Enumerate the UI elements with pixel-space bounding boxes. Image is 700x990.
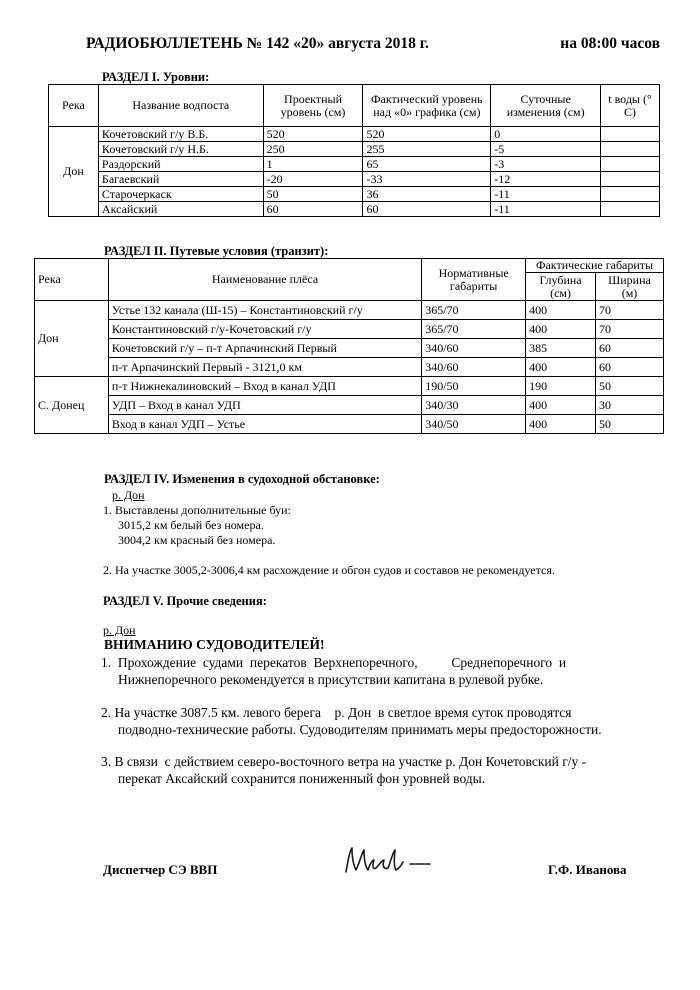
post-name: Багаевский: [98, 172, 263, 187]
post-name: Старочеркаск: [98, 187, 263, 202]
actual-level: -33: [363, 172, 491, 187]
notice-2-line1: 2. На участке 3087.5 км. левого берега р. Дон в светлое время суток проводятся: [101, 705, 572, 720]
daily-change: -12: [491, 172, 601, 187]
notice-1-line1: 1. Прохождение судами перекатов Верхнепоречного, Среднепоречного и: [101, 655, 567, 670]
actual-level: 60: [363, 202, 491, 217]
actual-depth: 400: [526, 415, 596, 434]
table-row: [35, 301, 664, 320]
section4-river: р. Дон: [112, 488, 145, 502]
levels-header-river: Река: [49, 85, 99, 127]
table-row: [35, 339, 664, 358]
notice-3-line2: перекат Аксайский сохранится пониженный фон уровней воды.: [118, 771, 486, 786]
table-row: [49, 142, 660, 157]
bulletin-header: [86, 35, 660, 55]
transit-header-depth: Глубина (см): [526, 273, 596, 301]
levels-table: [48, 84, 660, 217]
actual-level: 255: [363, 142, 491, 157]
water-temp: [601, 172, 660, 187]
reach-name: Кочетовский г/у – п-т Арпачинский Первый: [108, 339, 421, 358]
transit-header-reach: Наименование плёса: [108, 259, 421, 301]
actual-width: 60: [596, 339, 664, 358]
water-temp: [601, 127, 660, 142]
actual-depth: 400: [526, 301, 596, 320]
water-temp: [601, 142, 660, 157]
water-temp: [601, 157, 660, 172]
norm-dims: 340/60: [422, 358, 526, 377]
buoy-line-1: 3015,2 км белый без номера.: [118, 518, 264, 532]
levels-header-actual: Фактический уровень над «0» графика (см): [363, 85, 491, 127]
post-name: Кочетовский г/у В.Б.: [98, 127, 263, 142]
actual-width: 50: [596, 415, 664, 434]
attention-heading: ВНИМАНИЮ СУДОВОДИТЕЛЕЙ!: [104, 637, 325, 652]
actual-width: 70: [596, 320, 664, 339]
table-row: [35, 415, 664, 434]
table-row: [49, 157, 660, 172]
post-name: Раздорский: [98, 157, 263, 172]
norm-dims: 190/50: [422, 377, 526, 396]
transit-river-don: Дон: [35, 301, 109, 377]
dispatcher-name: Г.Ф. Иванова: [548, 862, 627, 877]
levels-header-project: Проектный уровень (см): [263, 85, 363, 127]
actual-width: 50: [596, 377, 664, 396]
actual-width: 60: [596, 358, 664, 377]
section5-title: РАЗДЕЛ V. Прочие сведения:: [103, 594, 267, 608]
section4-title: РАЗДЕЛ IV. Изменения в судоходной обстановке:: [104, 472, 380, 486]
project-level: 60: [263, 202, 363, 217]
actual-depth: 400: [526, 358, 596, 377]
notice-2-line2: подводно-технические работы. Судоводителям принимать меры предосторожности.: [118, 722, 602, 737]
daily-change: 0: [491, 127, 601, 142]
project-level: 520: [263, 127, 363, 142]
post-name: Аксайский: [98, 202, 263, 217]
table-row: [49, 127, 660, 142]
actual-level: 65: [363, 157, 491, 172]
transit-header-river: Река: [35, 259, 109, 301]
norm-dims: 365/70: [422, 320, 526, 339]
water-temp: [601, 187, 660, 202]
daily-change: -3: [491, 157, 601, 172]
levels-header-temp: t воды (° С): [601, 85, 660, 127]
levels-river: Дон: [49, 127, 99, 217]
table-row: [49, 172, 660, 187]
section4-item2: 2. На участке 3005,2-3006,4 км расхождение и обгон судов и составов не рекомендуется.: [103, 563, 555, 577]
section2-title: РАЗДЕЛ II. Путевые условия (транзит):: [104, 244, 329, 258]
bulletin-time: на 08:00 часов: [560, 35, 660, 52]
dispatcher-position: Диспетчер СЭ ВВП: [103, 862, 218, 877]
actual-depth: 190: [526, 377, 596, 396]
buoy-line-2: 3004,2 км красный без номера.: [118, 533, 276, 547]
reach-name: Константиновский г/у-Кочетовский г/у: [108, 320, 421, 339]
transit-header-norm: Нормативные габариты: [422, 259, 526, 301]
table-row: [35, 396, 664, 415]
norm-dims: 365/70: [422, 301, 526, 320]
bulletin-title: РАДИОБЮЛЛЕТЕНЬ № 142 «20» августа 2018 г.: [86, 35, 429, 52]
daily-change: -11: [491, 202, 601, 217]
norm-dims: 340/50: [422, 415, 526, 434]
table-row: [35, 358, 664, 377]
table-row: [35, 320, 664, 339]
daily-change: -11: [491, 187, 601, 202]
actual-width: 70: [596, 301, 664, 320]
section1-title: РАЗДЕЛ I. Уровни:: [102, 70, 210, 84]
levels-header-post: Название водпоста: [98, 85, 263, 127]
actual-width: 30: [596, 396, 664, 415]
transit-header-actual: Фактические габариты: [526, 259, 664, 273]
actual-depth: 385: [526, 339, 596, 358]
section5-river: р. Дон: [103, 623, 136, 637]
project-level: -20: [263, 172, 363, 187]
handwritten-signature: [340, 842, 440, 882]
transit-river-donets: С. Донец: [35, 377, 109, 434]
table-row: [49, 187, 660, 202]
project-level: 250: [263, 142, 363, 157]
reach-name: п-т Арпачинский Первый - 3121,0 км: [108, 358, 421, 377]
daily-change: -5: [491, 142, 601, 157]
reach-name: Устье 132 канала (Ш-15) – Константиновский г/у: [108, 301, 421, 320]
notice-3-line1: 3. В связи с действием северо-восточного ветра на участке р. Дон Кочетовский г/у -: [101, 754, 587, 769]
transit-table: [34, 258, 664, 434]
table-row: [35, 377, 664, 396]
transit-header-width: Ширина (м): [596, 273, 664, 301]
reach-name: п-т Нижнекалиновский – Вход в канал УДП: [108, 377, 421, 396]
actual-depth: 400: [526, 320, 596, 339]
section4-item1: 1. Выставлены дополнительные буи:: [103, 503, 291, 517]
reach-name: УДП – Вход в канал УДП: [108, 396, 421, 415]
norm-dims: 340/60: [422, 339, 526, 358]
post-name: Кочетовский г/у Н.Б.: [98, 142, 263, 157]
actual-level: 36: [363, 187, 491, 202]
norm-dims: 340/30: [422, 396, 526, 415]
water-temp: [601, 202, 660, 217]
project-level: 50: [263, 187, 363, 202]
notice-1-line2: Нижнепоречного рекомендуется в присутствии капитана в рулевой рубке.: [118, 672, 544, 687]
actual-depth: 400: [526, 396, 596, 415]
levels-header-change: Суточные изменения (см): [491, 85, 601, 127]
project-level: 1: [263, 157, 363, 172]
table-row: [49, 202, 660, 217]
reach-name: Вход в канал УДП – Устье: [108, 415, 421, 434]
actual-level: 520: [363, 127, 491, 142]
